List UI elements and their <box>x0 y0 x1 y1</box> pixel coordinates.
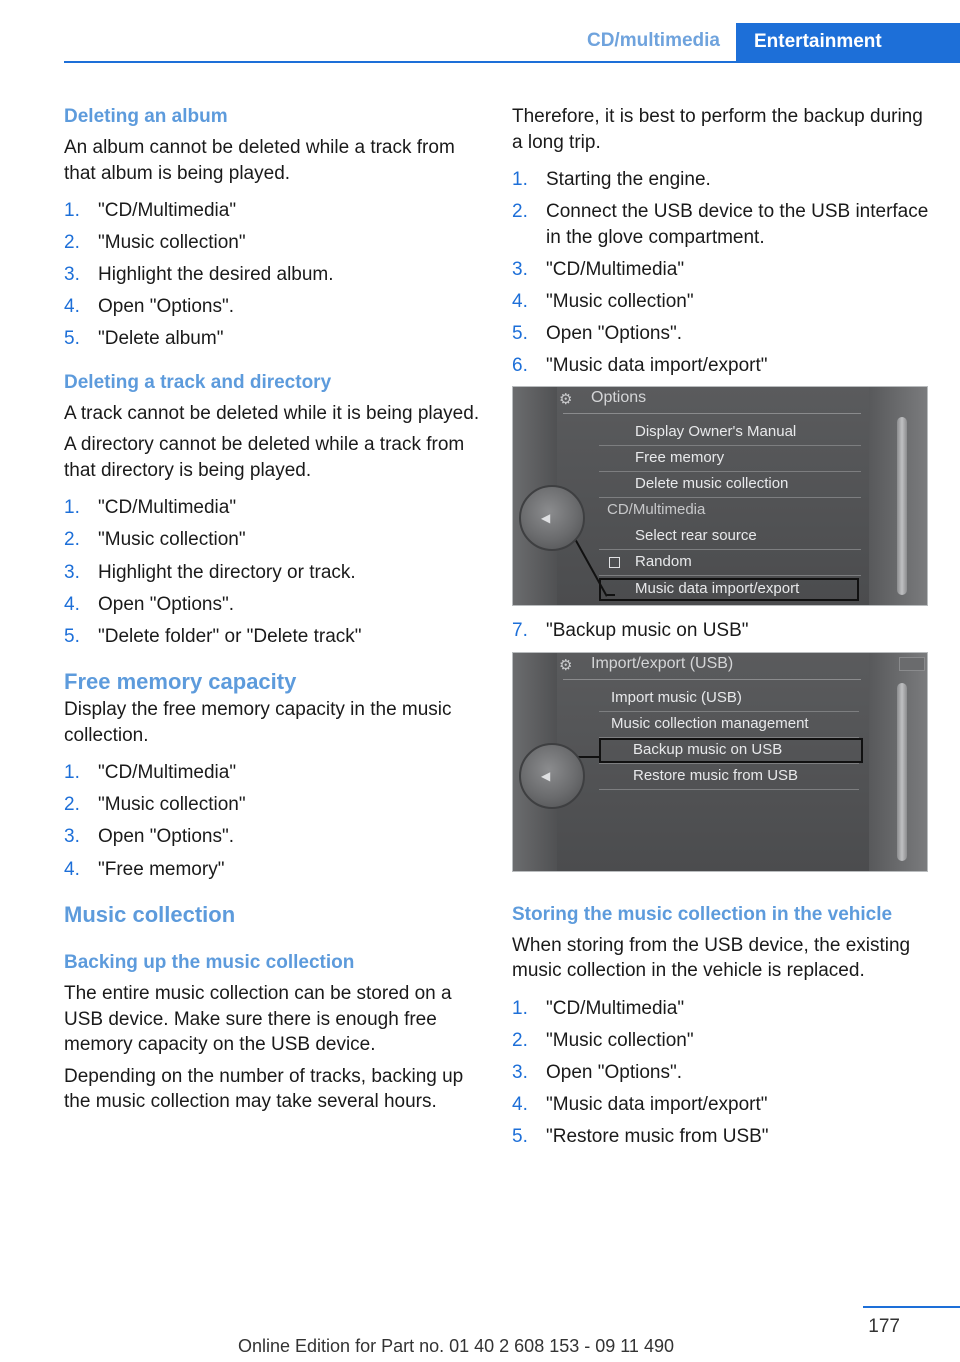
highlight-frame <box>599 738 863 763</box>
para-backup-1: The entire music collection can be stored on a USB device. Make sure there is enough free memory capacity on the USB device. <box>64 983 452 1056</box>
running-header-section: CD/multimedia <box>586 30 720 51</box>
menu-item-highlighted: Music data import/export <box>635 580 800 598</box>
list-item: 3. Highlight the desired album. <box>64 264 334 286</box>
list-item: 2. "Music collection" <box>64 232 246 254</box>
list-item: 2. "Music collection" <box>512 1030 694 1052</box>
menu-item: Free memory <box>635 449 725 467</box>
checkbox-icon <box>609 557 620 568</box>
list-item: 3. Open "Options". <box>512 1062 683 1084</box>
steps-backup-7 <box>512 618 932 644</box>
controller-knob <box>519 743 585 809</box>
right-column <box>512 104 932 1156</box>
list-item: 2. Connect the USB device to the USB interface in the glove compartment. <box>512 201 929 248</box>
controller-knob <box>519 485 585 551</box>
list-item: 5. "Delete album" <box>64 328 224 350</box>
menu-item: Select rear source <box>635 527 757 545</box>
steps-backup <box>512 167 932 378</box>
heading-storing: Storing the music collection in the vehicle <box>512 903 893 925</box>
menu-item: Display Owner's Manual <box>635 423 797 441</box>
list-item: 1. Starting the engine. <box>512 169 711 190</box>
menu-item: Restore music from USB <box>633 766 799 784</box>
list-item: 4. Open "Options". <box>64 296 235 318</box>
para-storing: When storing from the USB device, the existing music collection in the vehicle is replaced. <box>512 934 911 982</box>
list-item: 4. "Music collection" <box>512 290 694 312</box>
heading-deleting-album: Deleting an album <box>64 106 228 127</box>
list-item: 3. Highlight the directory or track. <box>64 561 356 583</box>
para-backup-2: Depending on the number of tracks, backing up the music collection may take several hours. <box>64 1065 464 1113</box>
menu-item: Random <box>635 553 692 571</box>
steps-deleting-album <box>64 198 484 352</box>
running-header-chapter: Entertainment <box>736 23 960 61</box>
heading-music-collection: Music collection <box>64 902 236 928</box>
list-item: 4. "Music data import/export" <box>512 1094 768 1116</box>
para-free-memory: Display the free memory capacity in the music collection. <box>64 699 452 746</box>
list-item: 7. "Backup music on USB" <box>512 620 749 642</box>
para-deleting-track-2: A directory cannot be deleted while a track from that directory is being played. <box>64 434 465 481</box>
list-item: 5. Open "Options". <box>512 322 683 344</box>
idrive-options-screenshot <box>512 386 928 606</box>
idrive-import-export-screenshot <box>512 652 928 872</box>
list-item: 5. "Delete folder" or "Delete track" <box>64 625 362 647</box>
scrollbar-graphic <box>897 683 907 861</box>
options-gear-icon: ⚙ <box>559 391 573 409</box>
heading-free-memory: Free memory capacity <box>64 669 297 695</box>
para-deleting-album: An album cannot be deleted while a track from that album is being played. <box>64 137 455 184</box>
menu-section-label: CD/Multimedia <box>607 501 706 519</box>
list-item: 1. "CD/Multimedia" <box>64 497 237 519</box>
header-rule <box>64 61 960 63</box>
menu-item: Delete music collection <box>635 475 789 493</box>
left-arrow-icon: ◀ <box>541 768 551 783</box>
list-item: 4. "Free memory" <box>64 858 225 880</box>
list-item: 4. Open "Options". <box>64 593 235 615</box>
screen-title: Options <box>591 389 647 407</box>
list-item: 1. "CD/Multimedia" <box>512 997 685 1019</box>
left-column <box>64 104 484 1115</box>
scrollbar-graphic <box>897 417 907 595</box>
heading-deleting-track: Deleting a track and directory <box>64 371 332 393</box>
footer-rule <box>863 1306 960 1308</box>
menu-item: Music collection management <box>611 714 809 732</box>
para-deleting-track-1: A track cannot be deleted while it is being played. <box>64 402 480 424</box>
highlight-frame <box>599 578 859 601</box>
list-item: 6. "Music data import/export" <box>512 354 768 376</box>
corner-tab <box>899 657 925 671</box>
menu-item: Import music (USB) <box>611 688 742 706</box>
list-item: 2. "Music collection" <box>64 794 246 816</box>
list-item: 2. "Music collection" <box>64 529 246 551</box>
options-gear-icon: ⚙ <box>559 656 573 674</box>
para-backup-trip: Therefore, it is best to perform the backup during a long trip. <box>512 106 923 153</box>
steps-storing <box>512 996 932 1150</box>
page-number: 177 <box>868 1316 900 1337</box>
list-item: 3. Open "Options". <box>64 826 235 848</box>
left-arrow-icon: ◀ <box>541 511 551 526</box>
menu-item-highlighted: Backup music on USB <box>633 740 783 758</box>
list-item: 1. "CD/Multimedia" <box>64 762 237 784</box>
list-item: 5. "Restore music from USB" <box>512 1126 769 1148</box>
screen-title: Import/export (USB) <box>591 654 734 672</box>
steps-deleting-track <box>64 495 484 649</box>
heading-backup: Backing up the music collection <box>64 952 355 974</box>
list-item: 3. "CD/Multimedia" <box>512 258 685 280</box>
edition-note: Online Edition for Part no. 01 40 2 608 153 - 09 11 490 <box>238 1336 674 1356</box>
list-item: 1. "CD/Multimedia" <box>64 200 237 221</box>
steps-free-memory <box>64 760 484 882</box>
